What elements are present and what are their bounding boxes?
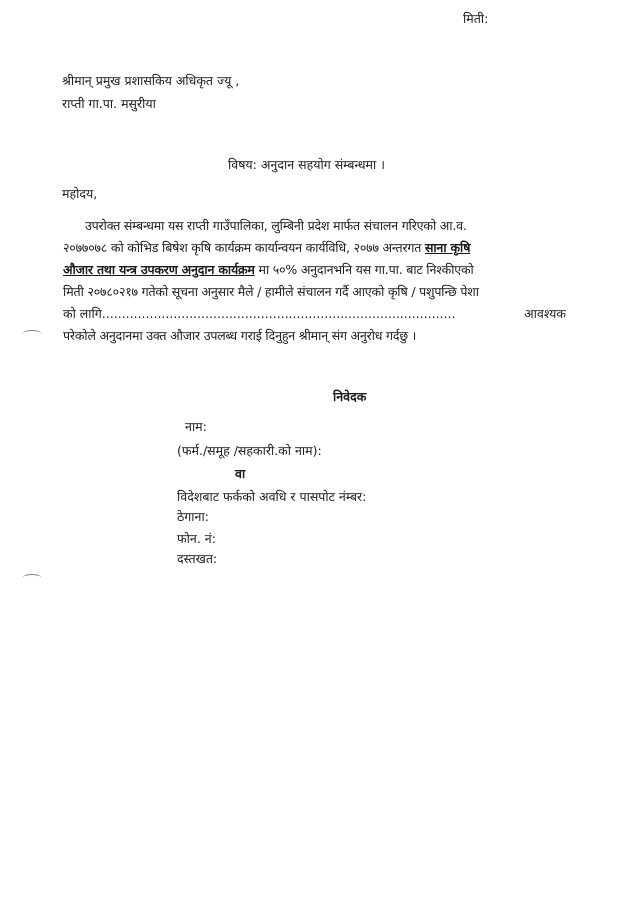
body-line-6: परेकोले अनुदानमा उक्त औजार उपलब्ध गराई दिनुहुन श्रीमान् संग अनुरोध गर्दछु । bbox=[63, 328, 417, 343]
body-line-4: मिती २०७८०२१७ गतेको सूचना अनुसार मैले / हामीले संचालन गर्दै आएको कृषि / पशुपन्छि पेशा bbox=[63, 284, 479, 299]
or-label: वा bbox=[235, 466, 246, 481]
abroad-passport-label: विदेशबाट फर्कको अवधि र पासपोट नंम्बर: bbox=[177, 489, 367, 504]
recipient-line-1: श्रीमान् प्रमुख प्रशासकिय अधिकृत ज्यू , bbox=[62, 73, 240, 88]
body-line-2-text: २०७७०७८ को कोभिड बिषेश कृषि कार्यक्रम कार्यान्वयन कार्यविधि, २०७७ अन्तरगत bbox=[63, 240, 422, 255]
body-line-5-dots: को लागि......................................................................................... bbox=[63, 306, 456, 321]
recipient-line-2: राप्ती गा.पा. मसुरीया bbox=[62, 96, 156, 111]
body-line-5 bbox=[63, 303, 566, 325]
body-paragraph bbox=[63, 215, 566, 347]
scan-mark-top bbox=[22, 330, 42, 339]
body-line-2 bbox=[63, 237, 566, 259]
body-line-5-end: आवश्यक bbox=[524, 306, 566, 321]
signature-label: दस्तखत: bbox=[177, 551, 218, 566]
program-name-part-2: औजार तथा यन्त्र उपकरण अनुदान कार्यक्रम bbox=[63, 262, 255, 277]
salutation: महोदय, bbox=[62, 186, 98, 201]
date-label: मिती: bbox=[463, 11, 489, 26]
body-line-3 bbox=[63, 259, 566, 281]
subject-line: विषय: अनुदान सहयोग संम्बन्धमा । bbox=[228, 157, 385, 172]
applicant-name-label: नाम: bbox=[185, 419, 207, 434]
program-name-part-1: साना कृषि bbox=[424, 240, 471, 255]
body-line-3-text: मा ५०% अनुदानभनि यस गा.पा. बाट निश्कीएको bbox=[258, 262, 474, 277]
applicant-firm-label: (फर्म./समूह /सहकारी.को नाम): bbox=[177, 443, 322, 458]
applicant-heading: निवेदक bbox=[333, 389, 367, 404]
phone-label: फोन. नं: bbox=[177, 531, 216, 546]
scan-mark-bottom bbox=[22, 574, 42, 583]
body-line-1: उपरोक्त संम्बन्धमा यस राप्ती गाउँपालिका, लुम्बिनी प्रदेश मार्फत संचालन गरिएको आ.व. bbox=[85, 218, 467, 233]
address-label: ठेगाना: bbox=[177, 509, 209, 524]
